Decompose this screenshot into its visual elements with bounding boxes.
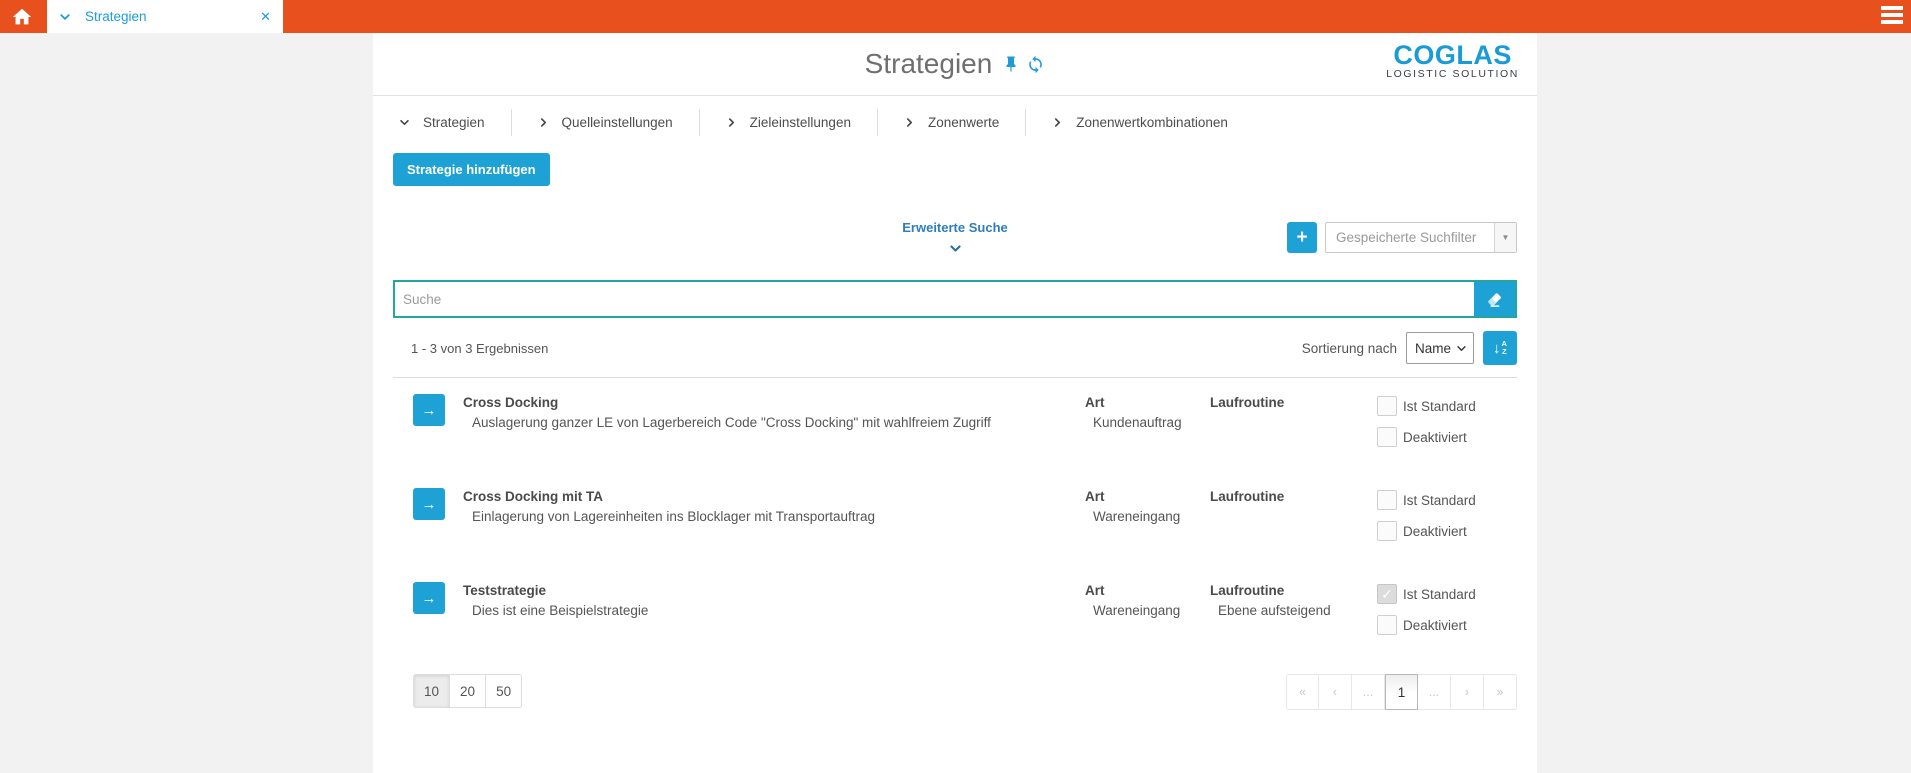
table-row [393, 378, 1517, 472]
checkbox[interactable] [1377, 490, 1397, 510]
checkbox[interactable] [1377, 521, 1397, 541]
page-1-button[interactable]: 1 [1385, 674, 1418, 710]
saved-filter-placeholder: Gespeicherte Suchfilter [1336, 230, 1477, 245]
topbar [0, 0, 1911, 33]
ist-standard-checkbox[interactable] [1377, 490, 1517, 510]
pushpin-icon[interactable] [1002, 55, 1020, 73]
checkbox[interactable]: ✓ [1377, 584, 1397, 604]
checkbox-label: Ist Standard [1403, 398, 1476, 414]
results-count: 1 - 3 von 3 Ergebnissen [411, 340, 549, 356]
laufroutine-label: Laufroutine [1210, 489, 1285, 504]
open-tab-strategien[interactable] [47, 0, 283, 33]
page-size-50[interactable]: 50 [486, 674, 522, 708]
checkbox-label: Deaktiviert [1403, 429, 1467, 445]
table-row [393, 472, 1517, 566]
art-label: Art [1085, 583, 1105, 598]
ellipsis-right: ... [1418, 674, 1451, 710]
sort-direction-button[interactable] [1483, 331, 1517, 365]
add-filter-button[interactable]: + [1287, 222, 1317, 253]
nav-item-quelleinstellungen[interactable] [511, 109, 699, 136]
laufroutine-value: Ebene aufsteigend [1218, 603, 1331, 618]
strategy-description: Auslagerung ganzer LE von Lagerbereich Code "Cross Docking" mit wahlfreiem Zugriff [472, 415, 991, 430]
chevron-right-icon [1052, 117, 1063, 128]
deaktiviert-checkbox[interactable] [1377, 427, 1517, 447]
ellipsis-left: ... [1352, 674, 1385, 710]
chevron-down-icon[interactable] [59, 11, 71, 23]
nav-item-zonenwerte[interactable] [877, 109, 1025, 136]
page-nav-group [1286, 674, 1517, 710]
checkbox[interactable] [1377, 396, 1397, 416]
home-button[interactable] [0, 0, 44, 33]
strategy-list [393, 378, 1517, 660]
page-header [373, 33, 1537, 96]
deaktiviert-checkbox[interactable] [1377, 615, 1517, 635]
nav-item-zieleinstellungen[interactable] [699, 109, 877, 136]
strategy-title: Cross Docking mit TA [463, 489, 604, 504]
clear-search-button[interactable] [1474, 282, 1515, 316]
nav-label: Quelleinstellungen [561, 115, 673, 130]
strategy-description: Einlagerung von Lagereinheiten ins Blocklager mit Transportauftrag [472, 509, 875, 524]
sort-label: Sortierung nach [1301, 340, 1397, 356]
ist-standard-checkbox[interactable] [1377, 396, 1517, 416]
open-strategy-button[interactable]: → [413, 582, 445, 614]
next-page-button[interactable]: › [1451, 674, 1484, 710]
page-size-group [413, 674, 522, 710]
art-value: Kundenauftrag [1093, 415, 1182, 430]
prev-page-button[interactable]: ‹ [1319, 674, 1352, 710]
art-label: Art [1085, 395, 1105, 410]
close-icon[interactable]: ✕ [260, 8, 271, 24]
dropdown-caret-icon[interactable]: ▼ [1494, 223, 1516, 252]
main-panel [373, 33, 1537, 773]
chevron-right-icon [726, 117, 737, 128]
strategy-description: Dies ist eine Beispielstrategie [472, 603, 649, 618]
art-value: Wareneingang [1093, 509, 1181, 524]
first-page-button[interactable]: « [1286, 674, 1319, 710]
pagination [413, 674, 1517, 710]
art-label: Art [1085, 489, 1105, 504]
chevron-right-icon [538, 117, 549, 128]
open-strategy-button[interactable]: → [413, 394, 445, 426]
advanced-search-area [373, 220, 1537, 268]
search-input[interactable] [395, 282, 1474, 316]
home-icon [11, 6, 33, 28]
checkbox[interactable] [1377, 615, 1397, 635]
chevron-down-icon [399, 117, 410, 128]
sort-field-select[interactable] [1406, 332, 1474, 364]
page-size-10[interactable]: 10 [413, 674, 450, 708]
open-strategy-button[interactable]: → [413, 488, 445, 520]
last-page-button[interactable]: » [1484, 674, 1517, 710]
checkbox-label: Deaktiviert [1403, 617, 1467, 633]
table-row [393, 566, 1517, 660]
logo-text: COGLAS [1393, 40, 1512, 70]
checkbox-label: Deaktiviert [1403, 523, 1467, 539]
saved-filter-select[interactable] [1325, 222, 1517, 253]
page-title: Strategien [864, 48, 993, 79]
section-nav [393, 109, 1517, 136]
deaktiviert-checkbox[interactable] [1377, 521, 1517, 541]
nav-label: Zonenwerte [927, 115, 1000, 130]
refresh-icon[interactable] [1026, 55, 1045, 74]
checkbox[interactable] [1377, 427, 1397, 447]
eraser-icon [1485, 290, 1504, 309]
checkbox-label: Ist Standard [1403, 492, 1476, 508]
nav-item-zonenwertkombinationen[interactable] [1025, 109, 1254, 136]
nav-item-strategien[interactable] [393, 109, 511, 136]
coglas-logo [1386, 42, 1519, 80]
sort-field-value: Name [1415, 340, 1452, 356]
results-row [393, 331, 1517, 378]
add-strategy-button[interactable]: Strategie hinzufügen [393, 153, 550, 186]
sort-alpha-icon: ↓ A Z [1493, 339, 1507, 357]
ist-standard-checkbox[interactable] [1377, 584, 1517, 604]
logo-subtitle: LOGISTIC SOLUTION [1386, 68, 1519, 80]
page-size-20[interactable]: 20 [450, 674, 486, 708]
chevron-right-icon [904, 117, 915, 128]
strategy-title: Cross Docking [463, 395, 559, 410]
advanced-search-link[interactable]: Erweiterte Suche [902, 220, 1008, 235]
laufroutine-label: Laufroutine [1210, 583, 1285, 598]
tab-label: Strategien [85, 9, 147, 24]
strategy-title: Teststrategie [463, 583, 547, 598]
hamburger-icon[interactable] [1881, 6, 1903, 27]
search-bar [393, 280, 1517, 318]
laufroutine-label: Laufroutine [1210, 395, 1285, 410]
nav-label: Zonenwertkombinationen [1076, 115, 1228, 130]
art-value: Wareneingang [1093, 603, 1181, 618]
checkbox-label: Ist Standard [1403, 586, 1476, 602]
chevron-down-icon [1456, 343, 1467, 354]
nav-label: Strategien [423, 115, 485, 130]
nav-label: Zieleinstellungen [749, 115, 851, 130]
